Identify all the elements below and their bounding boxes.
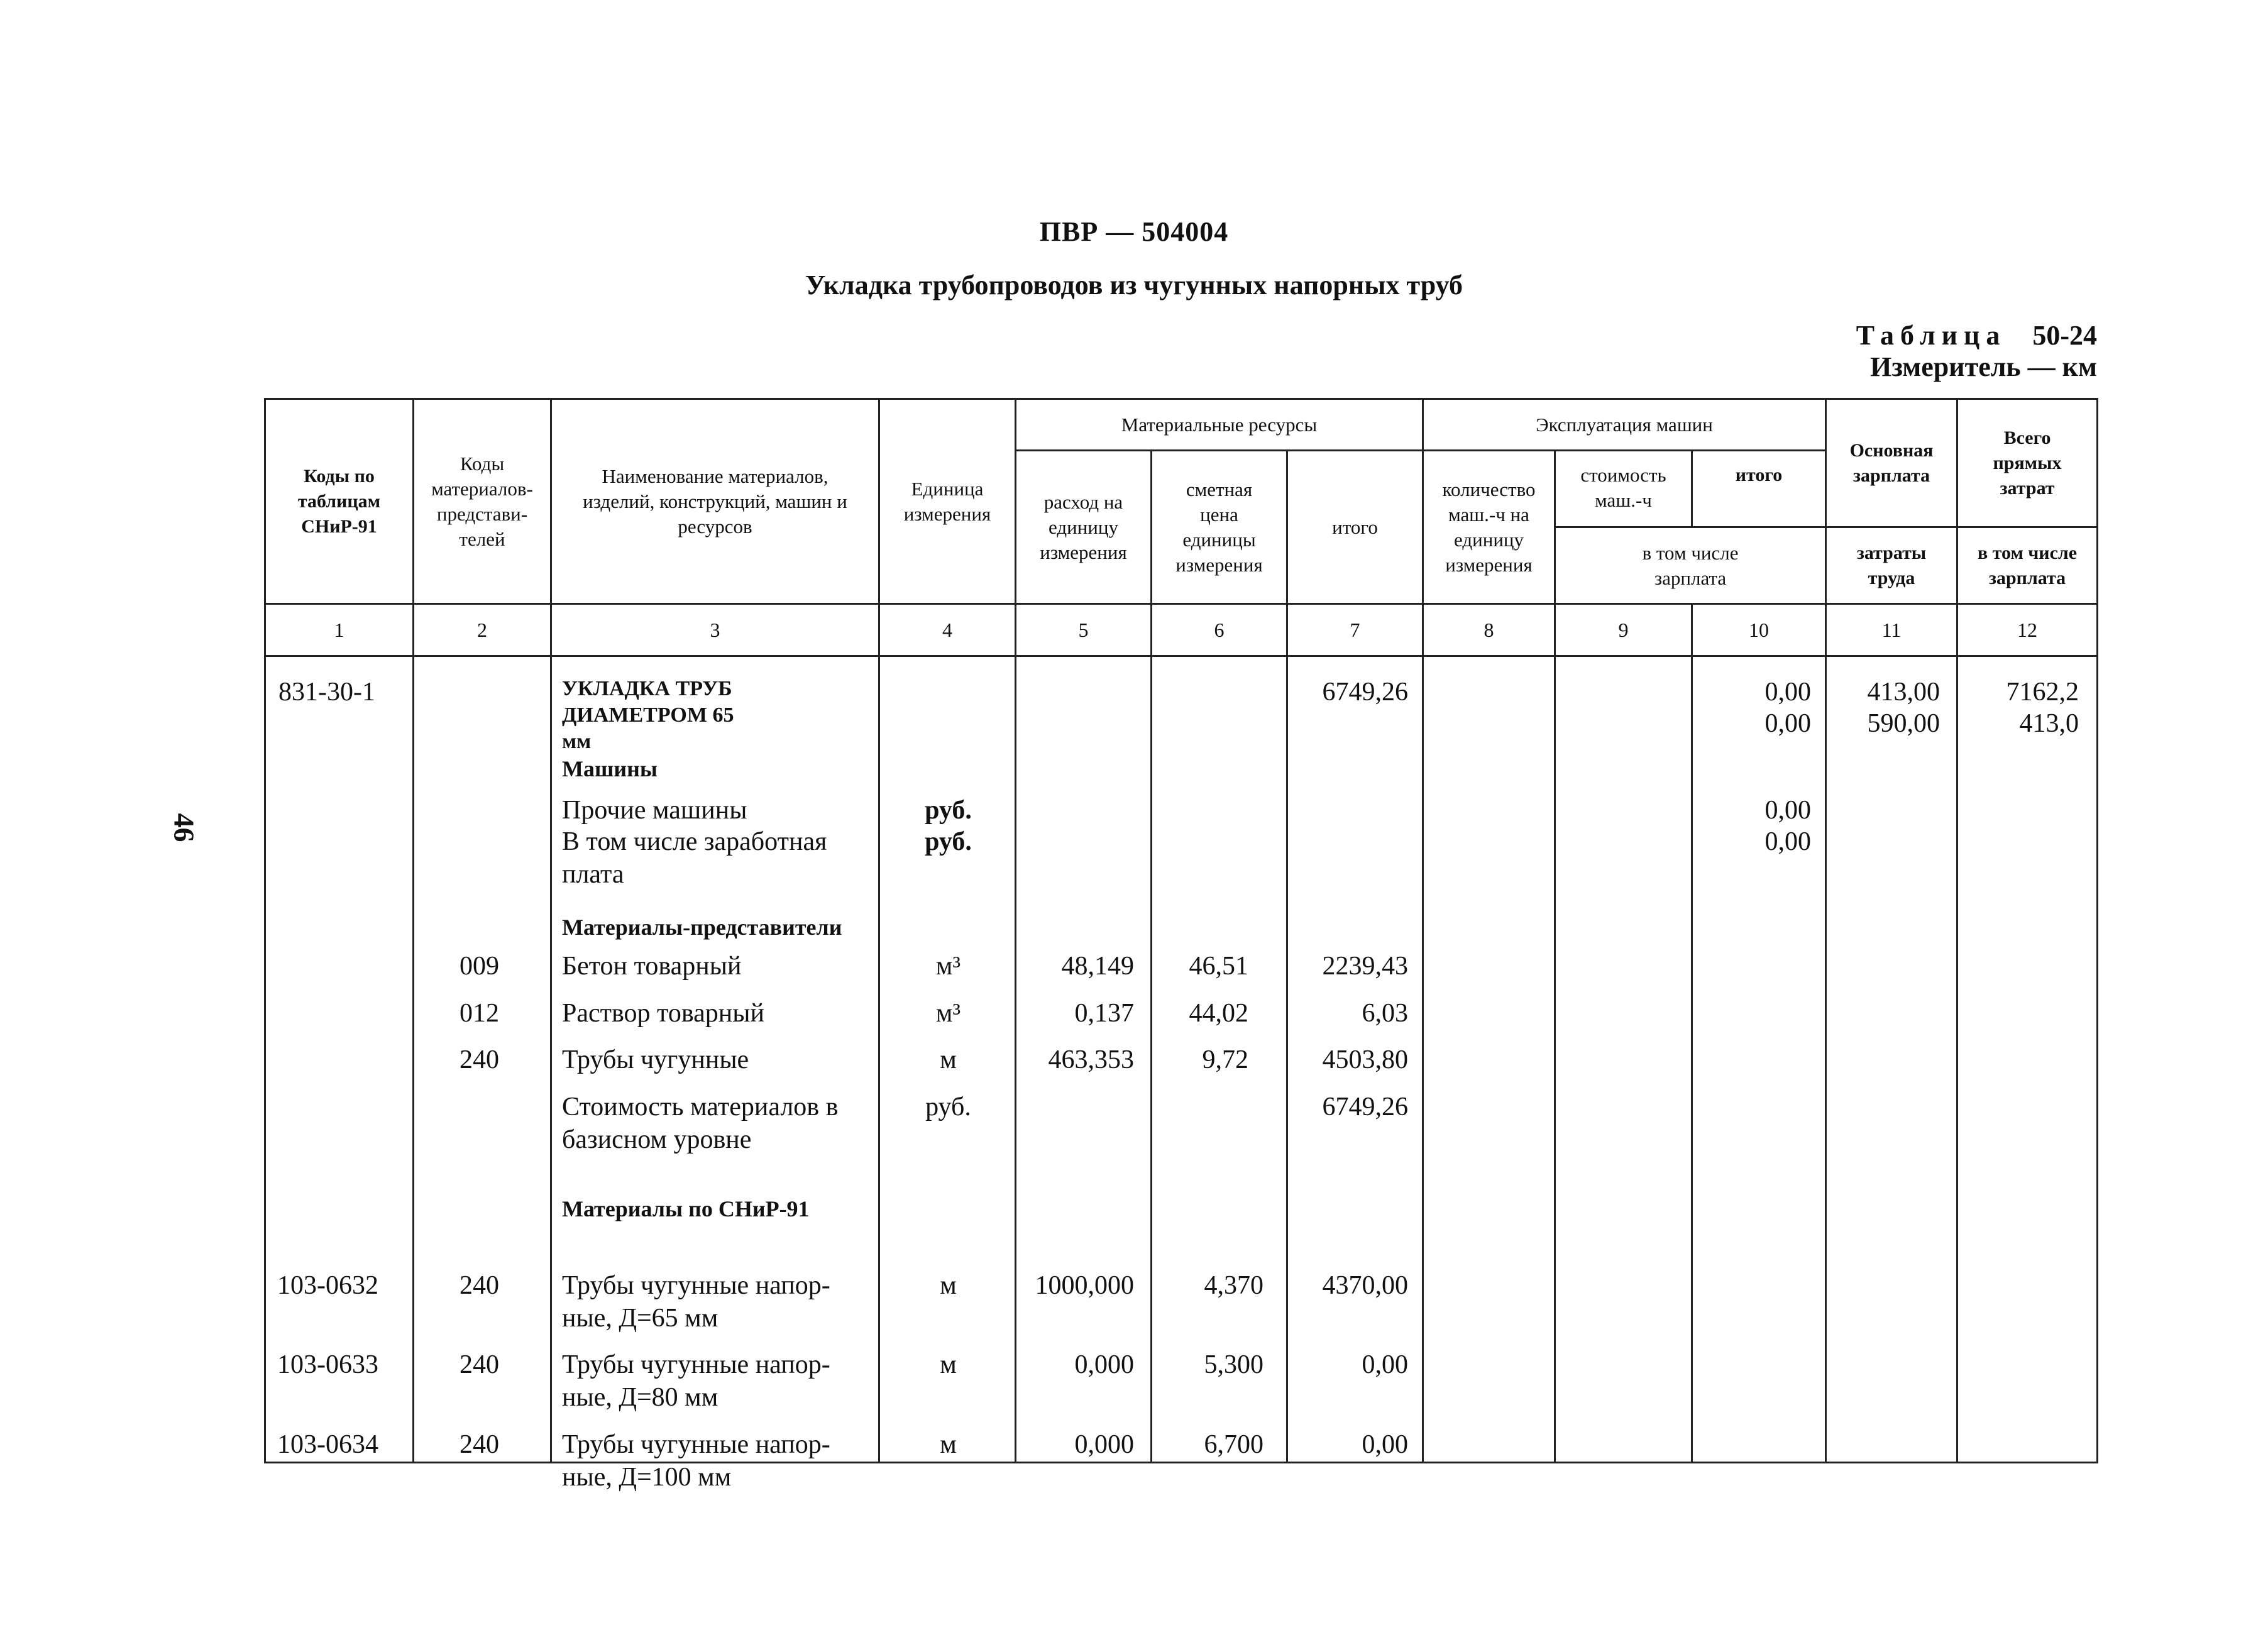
body-col-rate — [1016, 656, 1152, 1463]
resource-table — [264, 398, 2098, 1492]
total-pipe-65: 4370,00 — [1322, 1271, 1409, 1300]
code-103-0632: 103-0632 — [277, 1271, 378, 1300]
unit-pipe-100: м — [940, 1430, 957, 1459]
body-col-price — [1152, 656, 1287, 1463]
header-base-salary: Основная зарплата — [1826, 399, 1957, 527]
rep-code-012: 012 — [460, 999, 499, 1028]
column-number-6: 6 — [1152, 604, 1287, 656]
rate-rastvor: 0,137 — [1074, 999, 1134, 1028]
column-number-10: 10 — [1692, 604, 1826, 656]
price-pipe-100: 6,700 — [1204, 1430, 1263, 1459]
column-number-12: 12 — [1957, 604, 2098, 656]
unit-pipe-65: м — [940, 1271, 957, 1300]
heading-machines: Машины — [562, 756, 658, 781]
header-codes-snir: Коды по таблицам СНиР-91 — [265, 399, 414, 604]
unit-incl-salary: руб. — [925, 827, 972, 856]
table-label-word: Таблица — [1856, 320, 2007, 351]
unit-other-machines: руб. — [925, 796, 972, 825]
row-title-laying-pipes: УКЛАДКА ТРУБ ДИАМЕТРОМ 65 мм — [562, 677, 734, 753]
column-number-3: 3 — [551, 604, 879, 656]
machine-total-other: 0,00 — [1764, 796, 1812, 825]
column-number-2: 2 — [414, 604, 551, 656]
total-rastvor: 6,03 — [1362, 999, 1409, 1028]
column-number-4: 4 — [879, 604, 1016, 656]
name-incl-salary: В том числе заработная плата — [562, 827, 827, 889]
name-pipe-100: Трубы чугунные напор-ные, Д=100 мм — [562, 1430, 830, 1492]
name-pipe-65: Трубы чугунные напор-ные, Д=65 мм — [562, 1271, 830, 1333]
total-laying: 6749,26 — [1322, 678, 1409, 707]
body-col-units — [879, 656, 1016, 1463]
header-machine-salary-incl: в том числе зарплата — [1555, 527, 1826, 604]
rate-truby: 463,353 — [1048, 1045, 1134, 1074]
body-col-machine-hours — [1423, 656, 1555, 1463]
header-name: Наименование материалов, изделий, конструкций, машин и ресурсов — [551, 399, 879, 604]
rate-pipe-100: 0,000 — [1074, 1430, 1134, 1459]
header-unit: Единица измерения — [879, 399, 1016, 604]
header-machine-total: итого — [1692, 451, 1826, 527]
name-truby: Трубы чугунные — [562, 1045, 749, 1074]
table-label-number: 50-24 — [2032, 320, 2097, 351]
name-beton: Бетон товарный — [562, 952, 742, 981]
name-other-machines: Прочие машины — [562, 796, 747, 825]
name-pipe-80: Трубы чугунные напор-ные, Д=80 мм — [562, 1350, 830, 1412]
salary-a: 413,00 — [1867, 678, 1940, 707]
heading-representatives: Материалы-представители — [562, 915, 842, 940]
header-direct-salary-incl: в том числе зарплата — [1957, 527, 2098, 604]
document-code: ПВР — 504004 — [1039, 216, 1229, 247]
body-col-machine-hour-cost — [1555, 656, 1692, 1463]
price-pipe-80: 5,300 — [1204, 1350, 1263, 1379]
rep-code-240: 240 — [460, 1045, 499, 1074]
rep-code-240-p65: 240 — [460, 1271, 499, 1300]
body-col-material-total — [1287, 656, 1423, 1463]
header-material-total: итого — [1287, 451, 1423, 604]
table-label — [1856, 319, 2097, 351]
price-pipe-65: 4,370 — [1204, 1271, 1263, 1300]
rate-beton: 48,149 — [1061, 952, 1134, 981]
total-beton: 2239,43 — [1322, 952, 1409, 981]
body-col-salary — [1826, 656, 1957, 1463]
rep-code-240-p80: 240 — [460, 1350, 499, 1379]
header-labor-costs: затраты труда — [1826, 527, 1957, 604]
header-rep-codes: Коды материалов-представи-телей — [414, 399, 551, 604]
column-number-1: 1 — [265, 604, 414, 656]
rep-code-240-p100: 240 — [460, 1430, 499, 1459]
measure-unit: Измеритель — км — [1869, 351, 2097, 382]
direct-b: 413,0 — [2019, 709, 2079, 738]
unit-rastvor: м³ — [935, 999, 961, 1028]
heading-snir-materials: Материалы по СНиР-91 — [562, 1196, 810, 1221]
price-beton: 46,51 — [1189, 952, 1248, 981]
header-unit-price: сметная цена единицы измерения — [1152, 451, 1287, 604]
body-col-codes — [265, 656, 414, 1463]
body-col-machine-total — [1692, 656, 1826, 1463]
unit-truby: м — [940, 1045, 957, 1074]
column-number-11: 11 — [1826, 604, 1957, 656]
code-831-30-1: 831-30-1 — [278, 678, 375, 707]
machine-total-salary: 0,00 — [1764, 827, 1812, 856]
direct-a: 7162,2 — [2006, 678, 2079, 707]
machine-total-a: 0,00 — [1764, 678, 1812, 707]
header-material-resources: Материальные ресурсы — [1016, 399, 1423, 451]
document-title: Укладка трубопроводов из чугунных напорных труб — [805, 270, 1463, 300]
column-number-9: 9 — [1555, 604, 1692, 656]
salary-b: 590,00 — [1867, 709, 1940, 738]
machine-total-b: 0,00 — [1764, 709, 1812, 738]
column-number-8: 8 — [1423, 604, 1555, 656]
code-103-0634: 103-0634 — [277, 1430, 378, 1459]
unit-beton: м³ — [935, 952, 961, 981]
code-103-0633: 103-0633 — [277, 1350, 378, 1379]
name-materials-cost: Стоимость материалов в базисном уровне — [562, 1093, 839, 1154]
body-col-direct — [1957, 656, 2098, 1463]
price-rastvor: 44,02 — [1189, 999, 1248, 1028]
body-col-rep-codes — [414, 656, 551, 1463]
total-pipe-100: 0,00 — [1362, 1430, 1409, 1459]
header-machine-operation: Эксплуатация машин — [1423, 399, 1826, 451]
total-cost: 6749,26 — [1322, 1093, 1409, 1121]
unit-cost: руб. — [925, 1093, 971, 1121]
header-machine-hours: количество маш.-ч на единицу измерения — [1423, 451, 1555, 604]
unit-pipe-80: м — [940, 1350, 957, 1379]
rate-pipe-80: 0,000 — [1074, 1350, 1134, 1379]
header-machine-hour-cost: стоимость маш.-ч — [1555, 451, 1692, 527]
price-truby: 9,72 — [1202, 1045, 1248, 1074]
page-number: 46 — [168, 813, 201, 842]
rate-pipe-65: 1000,000 — [1035, 1271, 1134, 1300]
total-truby: 4503,80 — [1322, 1045, 1409, 1074]
column-number-5: 5 — [1016, 604, 1152, 656]
total-pipe-80: 0,00 — [1362, 1350, 1409, 1379]
name-rastvor: Раствор товарный — [562, 999, 764, 1028]
body-col-names — [551, 656, 879, 1492]
rep-code-009: 009 — [460, 952, 499, 981]
header-rate-per-unit: расход на единицу измерения — [1016, 451, 1152, 604]
header-total-direct: Всего прямых затрат — [1957, 399, 2098, 527]
column-number-7: 7 — [1287, 604, 1423, 656]
